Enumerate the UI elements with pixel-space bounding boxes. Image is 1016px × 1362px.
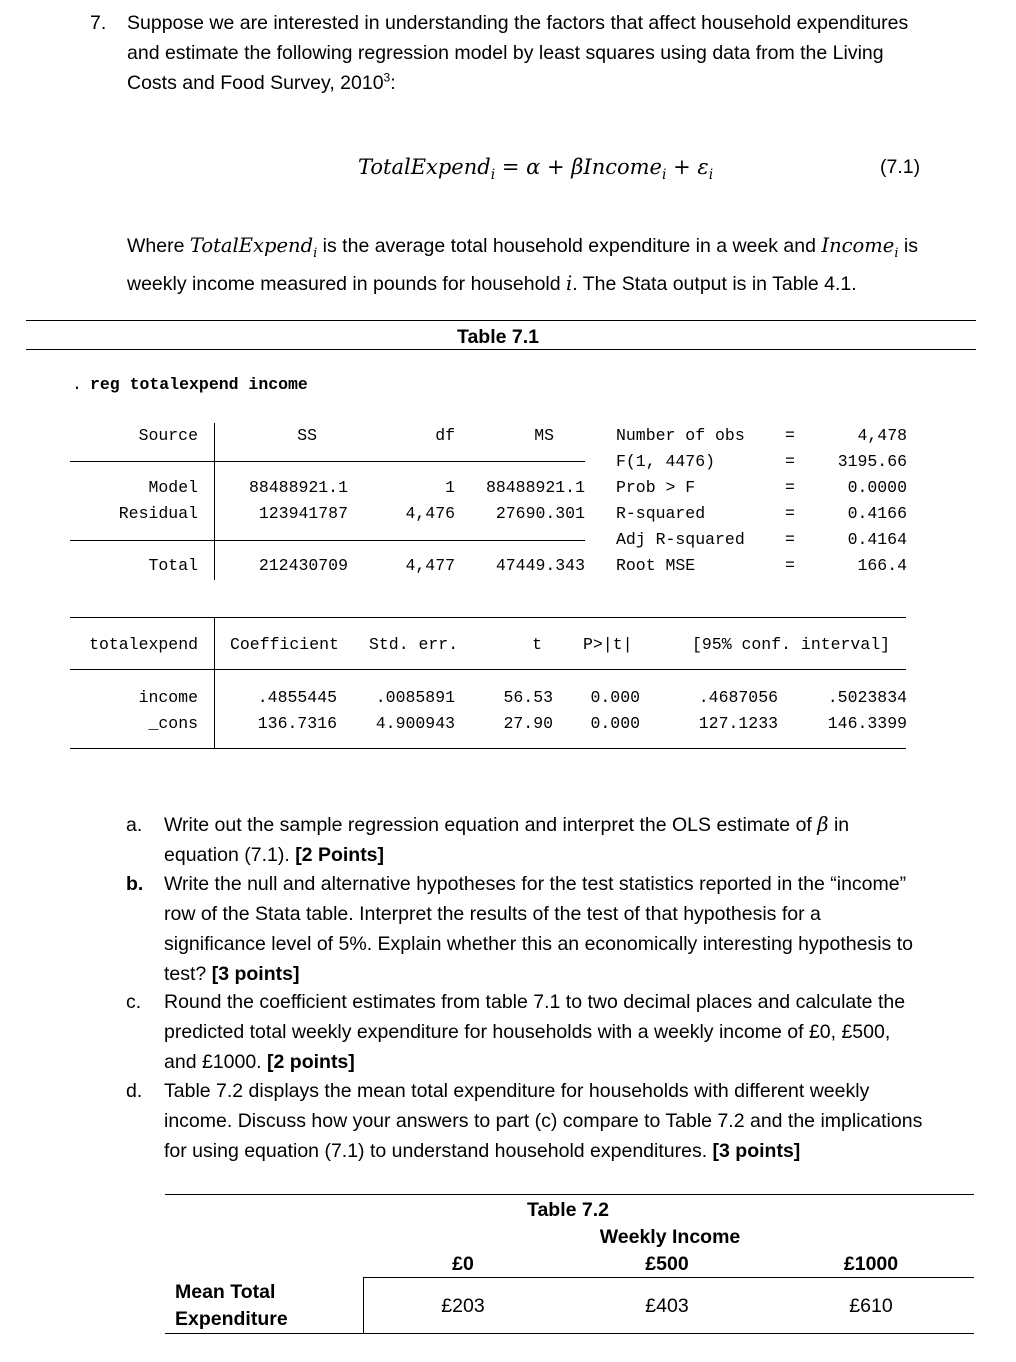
coef-lo-cons: 127.1233: [698, 714, 778, 733]
part-d-text: Table 7.2 displays the mean total expenditure for households with different weekly income. Discuss how your answers to part (c) compare to Table 7.2 and the implications for using equation (7.1) to understand household expenditures. [3 points]: [164, 1080, 923, 1162]
anova-source-model: Model: [148, 478, 198, 497]
anova-divider: [214, 423, 215, 580]
stat-eq-adjr2: =: [785, 530, 795, 549]
table72-group-header: Weekly Income: [599, 1226, 741, 1248]
stat-label-nobs: Number of obs: [616, 426, 745, 445]
part-b-label: b.: [126, 873, 144, 895]
stat-value-probf: 0.0000: [847, 478, 907, 497]
coef-hi-income: .5023834: [827, 688, 907, 707]
intro-line-2: and estimate the following regression model by least squares using data from the Living: [127, 42, 884, 64]
table72-header-rule: [363, 1277, 974, 1278]
stat-eq-nobs: =: [785, 426, 795, 445]
table71-title-rule: [26, 349, 976, 350]
anova-header-ms: MS: [534, 426, 554, 445]
stat-eq-rmse: =: [785, 556, 795, 575]
anova-ms-total: 47449.343: [495, 556, 585, 575]
coef-header-depvar: totalexpend: [89, 635, 198, 654]
anova-ss-residual: 123941787: [258, 504, 348, 523]
coef-header-t: t: [532, 635, 542, 654]
table71-title: Table 7.1: [457, 326, 540, 348]
coef-var-cons: _cons: [148, 714, 198, 733]
part-c-label: c.: [126, 991, 142, 1013]
anova-source-residual: Residual: [118, 504, 198, 523]
coef-se-income: .0085891: [375, 688, 455, 707]
stat-eq-f: =: [785, 452, 795, 471]
coef-se-cons: 4.900943: [375, 714, 455, 733]
table72-col-0: £0: [452, 1253, 474, 1275]
table72-value-0: £203: [441, 1295, 485, 1317]
anova-ms-model: 88488921.1: [485, 478, 585, 497]
stat-eq-r2: =: [785, 504, 795, 523]
question-number: 7.: [90, 12, 107, 34]
table72-row-label: Mean Total Expenditure: [175, 1281, 288, 1330]
part-b-text: Write the null and alternative hypotheses for the test statistics reported in the “income” row of the Stata table. Interpret the results of the test of that hypothesis for a significance level of 5%. Explain whether this an economically interesting hypothesis to test? [3 points]: [164, 873, 913, 985]
anova-header-df: df: [435, 426, 455, 445]
part-a-label: a.: [126, 814, 143, 836]
part-a-text: Write out the sample regression equation and interpret the OLS estimate of β in equation (7.1). [2 Points]: [164, 813, 850, 866]
anova-ss-total: 212430709: [258, 556, 348, 575]
regression-equation: TotalExpend$_i$ = α + βIncome$_i$ + $\varepsilon_i$: [358, 155, 714, 184]
stata-command: reg totalexpend income: [90, 375, 308, 394]
coef-header-se: Std. err.: [369, 635, 459, 654]
coef-hi-cons: 146.3399: [827, 714, 907, 733]
stat-label-f: F(1, 4476): [616, 452, 716, 471]
coef-p-income: 0.000: [590, 688, 640, 707]
stat-value-nobs: 4,478: [857, 426, 907, 445]
stat-value-r2: 0.4166: [847, 504, 907, 523]
coef-header-p: P>|t|: [583, 635, 633, 654]
where-paragraph: Where TotalExpend$_i$ is the average total household expenditure in a week and Income$_i$ is weekly income measured in pounds for household i. The Stata output is in Table 4.1.: [127, 234, 919, 295]
coef-lo-income: .4687056: [698, 688, 778, 707]
stat-label-adjr2: Adj R-squared: [616, 530, 745, 549]
coef-var-income: income: [138, 688, 198, 707]
anova-header-source: Source: [138, 426, 198, 445]
coef-value-cons: 136.7316: [257, 714, 337, 733]
coef-t-cons: 27.90: [503, 714, 553, 733]
anova-ss-model: 88488921.1: [248, 478, 348, 497]
question-intro: [127, 8, 987, 98]
stat-value-f: 3195.66: [837, 452, 907, 471]
coef-p-cons: 0.000: [590, 714, 640, 733]
stat-label-r2: R-squared: [616, 504, 706, 523]
intro-line-3: Costs and Food Survey, 2010$^3$:: [127, 70, 396, 94]
anova-header-rule: [70, 461, 585, 462]
part-c-text: Round the coefficient estimates from table 7.1 to two decimal places and calculate the predicted total weekly expenditure for households with a weekly income of £0, £500, and £1000. [2 points]: [164, 991, 906, 1073]
stat-label-probf: Prob > F: [616, 478, 696, 497]
coef-bottom-rule: [70, 748, 906, 749]
table72-value-500: £403: [645, 1295, 689, 1317]
stat-eq-probf: =: [785, 478, 795, 497]
stat-label-rmse: Root MSE: [616, 556, 696, 575]
coef-top-rule: [70, 617, 906, 618]
coef-t-income: 56.53: [503, 688, 553, 707]
anova-ms-residual: 27690.301: [495, 504, 585, 523]
anova-total-rule: [70, 540, 585, 541]
table72-col-500: £500: [645, 1253, 689, 1275]
coef-header-rule: [70, 669, 906, 670]
table72-title: Table 7.2: [527, 1199, 610, 1221]
table72-divider: [363, 1277, 364, 1333]
table71-top-rule: [26, 320, 976, 321]
intro-line-1: Suppose we are interested in understanding the factors that affect household expenditures: [127, 12, 909, 34]
stata-command-prompt: .: [72, 375, 82, 394]
stat-value-adjr2: 0.4164: [847, 530, 907, 549]
anova-header-ss: SS: [297, 426, 317, 445]
part-d-label: d.: [126, 1080, 143, 1102]
coef-header-ci: [95% conf. interval]: [692, 635, 891, 654]
anova-df-residual: 4,476: [405, 504, 455, 523]
coef-header-coef: Coefficient: [230, 635, 339, 654]
stat-value-rmse: 166.4: [857, 556, 907, 575]
coef-divider: [214, 618, 215, 749]
table72-col-1000: £1000: [843, 1253, 899, 1275]
equation-number: (7.1): [880, 156, 921, 178]
coef-value-income: .4855445: [257, 688, 337, 707]
table72-bottom-rule: [165, 1333, 974, 1334]
anova-df-model: 1: [445, 478, 455, 497]
footnote-marker: 3: [383, 70, 391, 85]
anova-df-total: 4,477: [405, 556, 455, 575]
anova-source-total: Total: [148, 556, 198, 575]
table72-value-1000: £610: [849, 1295, 893, 1317]
